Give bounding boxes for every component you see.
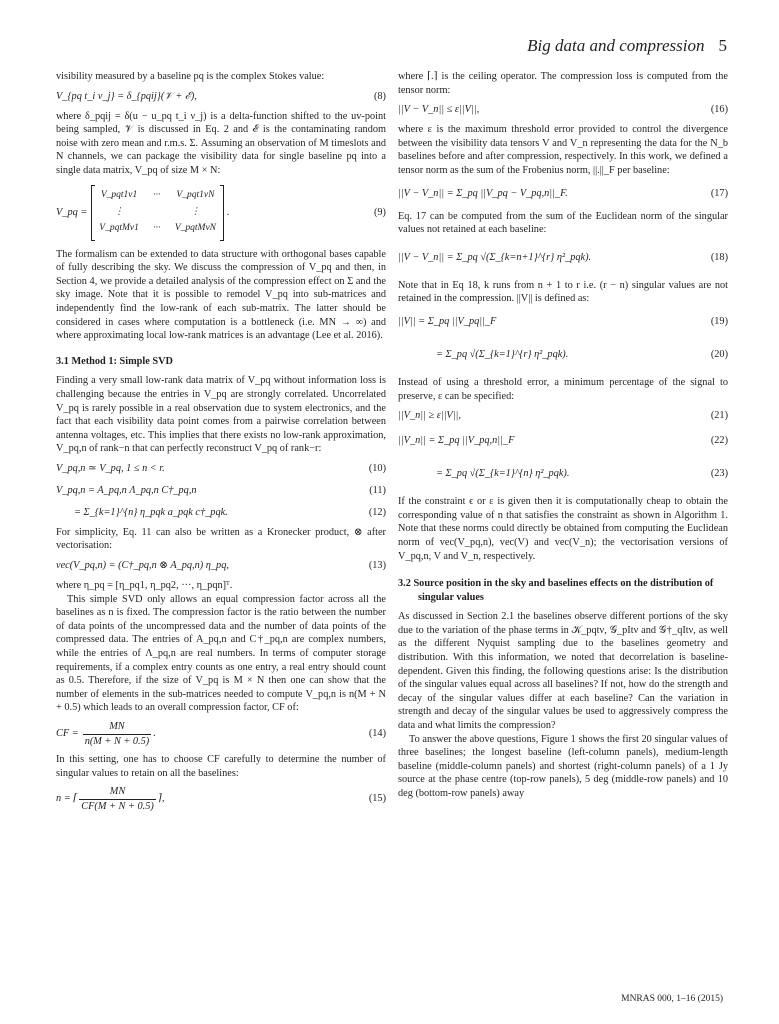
equation-20: = Σ_pq √(Σ_{k=1}^{r} η²_pqk). (20) <box>436 349 728 361</box>
paragraph: Instead of using a threshold error, a minimum percentage of the signal to preserve, ε can be specified: <box>398 376 728 402</box>
equation-15: n = ⌈ MN CF(M + N + 0.5) ⌉, (15) <box>56 786 386 812</box>
footer-journal: MNRAS 000, 1–16 (2015) <box>621 994 723 1004</box>
paragraph: As discussed in Section 2.1 the baselines observe different portions of the sky due to the variation of the phase terms in 𝒦_pqtν, 𝒢_pItν and 𝒢†_qItν, as well as the different Nyquist sampling due to the baselines geometry and distribution. With this information, we noted that decorrelation is baseline-dependent. Given this finding, the following questions arise: Is the distribution of the singular values equal across all baselines? If not, how do the strength and decay of the singular values differ at each baseline? Can the variation in strength and decay of the singular values be used to aggressively compress the data and what limits the compression? <box>398 611 728 732</box>
equation-18: ||V − V_n|| = Σ_pq √(Σ_{k=n+1}^{r} η²_pqk). (18) <box>398 251 728 263</box>
paragraph: If the constraint ϵ or ε is given then it is computationally cheap to obtain the corresponding value of n that satisfies the constraint as shown in Algorithm 1. Note that these norms could directly be obtained from computing the Euclidean norm of vec(V_pq,n), vec(V) and vec(V_n); the vectorisation versions of V_pq,n, V and V_n, respectively. <box>398 496 728 562</box>
equation-8: V_{pq t_i ν_j} = δ_{pqij}(𝒱 + ℰ), (8) <box>56 90 386 102</box>
left-column <box>56 70 386 818</box>
equation-21: ||V_n|| ≥ ε||V||, (21) <box>398 410 728 422</box>
paragraph: Note that in Eq 18, k runs from n + 1 to r i.e. (r − n) singular values are not retained in the compression. ||V|| is defined as: <box>398 279 728 305</box>
equation-22: ||V_n|| = Σ_pq ||V_pq,n||_F (22) <box>398 435 728 447</box>
equation-13: vec(V_pq,n) = (C†_pq,n ⊗ A_pq,n) η_pq, (13) <box>56 560 386 572</box>
paragraph: where η_pq = [η_pq1, η_pq2, ···, η_pqn]ᵀ. <box>56 580 233 592</box>
paragraph: For simplicity, Eq. 11 can also be written as a Kronecker product, ⊗ after vectorisation: <box>56 526 386 552</box>
paragraph: where ε is the maximum threshold error provided to control the divergence between the visibility data tensors V and V_n representing the data for the N_b baselines before and after compression, respectively. In this work, we defined a tensor norm as the sum of the Frobenius norm, ||.||_F per baseline: <box>398 124 728 176</box>
paragraph: where δ_pqij = δ(u − u_pq t_i ν_j) is a delta-function shifted to the uv-point being sampled, 𝒱 is discussed in Eq. 2 and ℰ is the contaminating random noise with zero mean and r.m.s. Σ. Assuming an observation of M timeslots and N channels, we can package the visibility data for single baseline pq into a single data matrix, V_pq of size M × N: <box>56 110 386 176</box>
equation-19: ||V|| = Σ_pq ||V_pq||_F (19) <box>398 316 728 328</box>
equation-17: ||V − V_n|| = Σ_pq ||V_pq − V_pq,n||_F. (17) <box>398 187 728 199</box>
right-column <box>398 70 728 801</box>
equation-11: V_pq,n = A_pq,n Λ_pq,n C†_pq,n (11) <box>56 485 386 497</box>
page-number: 5 <box>718 36 727 55</box>
running-header <box>527 36 727 56</box>
paragraph: Finding a very small low-rank data matrix of V_pq without information loss is challenging because the entries in V_pq are strongly correlated. Uncorrelated V_pq is rarely possible in a real observation due to system electronics, and the fact that each visibility data point comes from a pairwise correlation between antenna voltages, etc. This implies that there exists no low-rank approximation, V_pq,n of rank−n that can perfectly reconstruct V_pq of rank−r: <box>56 375 386 455</box>
paragraph: visibility measured by a baseline pq is the complex Stokes value: <box>56 71 325 82</box>
paragraph: This simple SVD only allows an equal compression factor across all the baselines as n is fixed. The compression factor is the ratio between the number of data points of the uncompressed data and the number of data points of the compressed data. The entries of A_pq,n and C†_pq,n are complex numbers, while the entries of Λ_pq,n are real numbers. In terms of computer storage requirements, if a complex entry counts as one entry, a real entry should count as 0.5. Therefore, if the size of V_pq is M × N then one can show that the number of elements in the sub-matrices needed to compute V_pq,n is n(M + N + 0.5) which leads to an overall compression factor, CF of: <box>56 593 386 714</box>
section-heading-3-1: 3.1 Method 1: Simple SVD <box>56 355 173 367</box>
equation-14: CF = $\frac{MN}{n(M + N + 0.5)}$ . (14) <box>56 720 386 747</box>
section-heading-3-2: 3.2 Source position in the sky and baselines effects on the distribution of singular values <box>398 578 714 603</box>
equation-9: V_pq = V_pqt1ν1 ··· V_pqt1νN ⋮ ⋮ V_pqtMν1 ··· V_pqtMνN . (9) <box>56 182 386 244</box>
equation-12: = Σ_{k=1}^{n} η_pqk a_pqk c†_pqk. (12) <box>74 507 386 519</box>
equation-10: V_pq,n ≃ V_pq, 1 ≤ n < r. (10) <box>56 463 386 475</box>
header-title: Big data and compression <box>527 36 705 55</box>
equation-16: ||V − V_n|| ≤ ε||V||, (16) <box>398 104 728 116</box>
paragraph: The formalism can be extended to data structure with orthogonal bases capable of fully describing the sky. We discuss the compression of V_pq and then, in Section 4, we provide a detailed analysis of the compression effect on Σ and the sky image. Note that it is possible to remodel V_pq into sub-matrices and independently find the low-rank of each sub-matrix. The latter should be considered in cases where computation is a bottleneck (i.e. MN → ∞) and where approximating local low-rank matrices is an advantage (Lee et al. 2016). <box>56 248 386 342</box>
paragraph: In this setting, one has to choose CF carefully to determine the number of singular values to retain on all the baselines: <box>56 754 386 779</box>
equation-23: = Σ_pq √(Σ_{k=1}^{n} η²_pqk). (23) <box>436 468 728 480</box>
paragraph: Eq. 17 can be computed from the sum of the Euclidean norm of the singular values not retained at each baseline: <box>398 210 728 236</box>
paragraph: where ⌈.⌉ is the ceiling operator. The compression loss is computed from the tensor norm: <box>398 71 728 96</box>
paragraph: To answer the above questions, Figure 1 shows the first 20 singular values of three baselines; the longest baseline (left-column panels), medium-length baseline (middle-column panels) and shortest (right-column panels) of a 1 Jy source at the phase centre (top-row panels), 5 deg (middle-row panels) and 10 deg (bottom-row panels) away <box>398 733 728 799</box>
